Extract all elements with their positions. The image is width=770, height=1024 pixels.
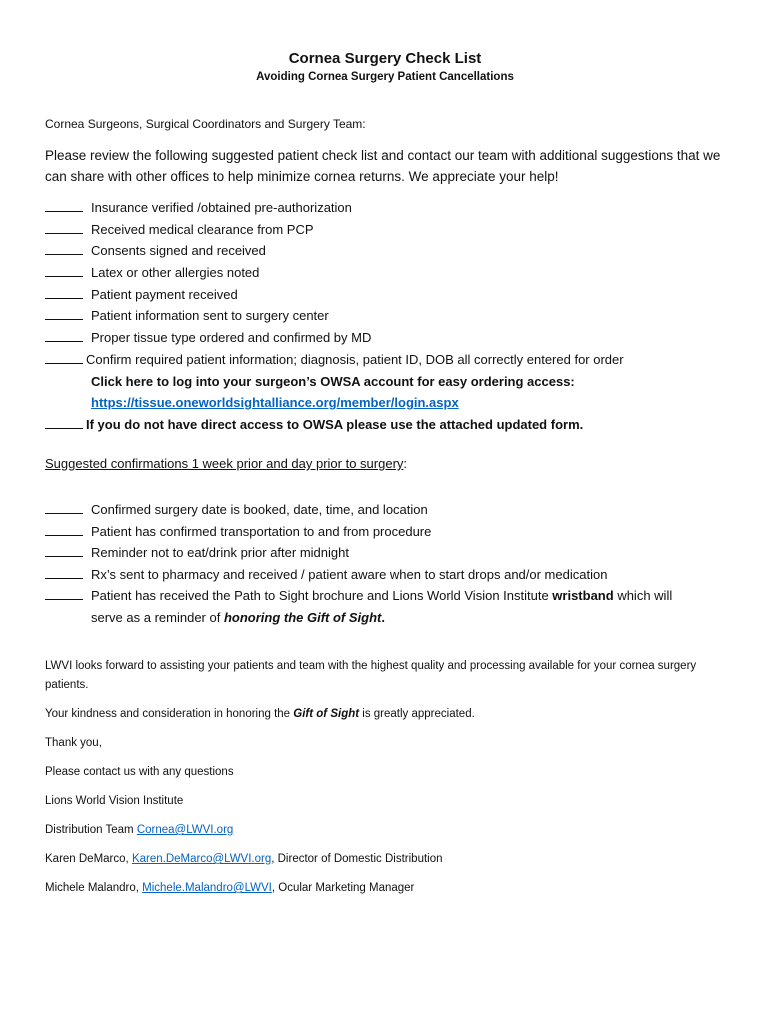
- karen-contact: Karen DeMarco, Karen.DeMarco@LWVI.org, Director of Domestic Distribution: [45, 853, 443, 865]
- checklist-item: Reminder not to eat/drink prior after midnight: [45, 542, 745, 564]
- footer-section: [45, 657, 735, 898]
- checkbox-blank: [45, 264, 83, 277]
- checkbox-blank: [45, 329, 83, 342]
- login-instruction: Click here to log into your surgeon’s OWSA account for easy ordering access:: [91, 373, 575, 389]
- checklist-item: Patient information sent to surgery center: [45, 305, 745, 327]
- checklist-item: Latex or other allergies noted: [45, 262, 745, 284]
- checkbox-blank: [45, 544, 83, 557]
- checklist-item: [45, 414, 745, 436]
- checkbox-blank: [45, 307, 83, 320]
- checklist-item: Confirmed surgery date is booked, date, time, and location: [45, 499, 745, 521]
- thanks-line: Thank you,: [45, 737, 102, 749]
- checklist-item-continued: serve as a reminder of honoring the Gift of Sight.: [91, 609, 385, 625]
- pre-surgery-checklist: [45, 197, 745, 436]
- checklist-item: Consents signed and received: [45, 240, 745, 262]
- no-access-note: If you do not have direct access to OWSA please use the attached updated form.: [86, 416, 584, 432]
- closing-paragraph: LWVI looks forward to assisting your patients and team with the highest quality and processing available for your cornea surgery patients.: [45, 660, 697, 691]
- owsa-login-link[interactable]: https://tissue.oneworldsightalliance.org/member/login.aspx: [91, 395, 459, 411]
- checkbox-blank: [45, 242, 83, 255]
- confirmations-checklist: [45, 499, 745, 628]
- checklist-item: Insurance verified /obtained pre-authorization: [45, 197, 745, 219]
- karen-email-link[interactable]: Karen.DeMarco@LWVI.org: [131, 853, 272, 865]
- checkbox-blank: [45, 523, 83, 536]
- checkbox-blank: [45, 286, 83, 299]
- intro-paragraph: Please review the following suggested patient check list and contact our team with additional suggestions that we can share with other offices to help minimize cornea returns. We appreciate your help!: [45, 148, 721, 184]
- checklist-item: Received medical clearance from PCP: [45, 219, 745, 241]
- checkbox-blank: [45, 587, 83, 600]
- page-subtitle: Avoiding Cornea Surgery Patient Cancellations: [256, 71, 514, 83]
- checklist-item: Proper tissue type ordered and confirmed by MD: [45, 327, 745, 349]
- page-title: Cornea Surgery Check List: [288, 50, 482, 67]
- greeting: Cornea Surgeons, Surgical Coordinators and Surgery Team:: [45, 117, 366, 131]
- checkbox-blank: [45, 221, 83, 234]
- michele-email-link[interactable]: Michele.Malandro@LWVI: [142, 882, 272, 894]
- checkbox-blank: [45, 566, 83, 579]
- checkbox-blank: [45, 501, 83, 514]
- org-name: Lions World Vision Institute: [45, 795, 184, 807]
- checklist-item: Rx’s sent to pharmacy and received / patient aware when to start drops and/or medication: [45, 564, 745, 586]
- distribution-email-link[interactable]: Cornea@LWVI.org: [136, 824, 234, 836]
- michele-contact: Michele Malandro, Michele.Malandro@LWVI, Ocular Marketing Manager: [45, 882, 415, 894]
- appreciation-line: Your kindness and consideration in honoring the Gift of Sight is greatly appreciated.: [45, 708, 475, 720]
- checklist-item: Patient payment received: [45, 284, 745, 306]
- contact-line: Please contact us with any questions: [45, 766, 234, 778]
- checkbox-blank: [45, 416, 83, 429]
- checkbox-blank: [45, 351, 83, 364]
- checkbox-blank: [45, 199, 83, 212]
- distribution-contact: Distribution Team Cornea@LWVI.org: [45, 824, 234, 836]
- checklist-item: Patient has confirmed transportation to and from procedure: [45, 521, 745, 543]
- confirmations-heading: Suggested confirmations 1 week prior and day prior to surgery:: [45, 456, 408, 471]
- checklist-item: Patient has received the Path to Sight brochure and Lions World Vision Institute wristband which will: [45, 585, 745, 607]
- checklist-item: Confirm required patient information; diagnosis, patient ID, DOB all correctly entered for order: [45, 349, 745, 371]
